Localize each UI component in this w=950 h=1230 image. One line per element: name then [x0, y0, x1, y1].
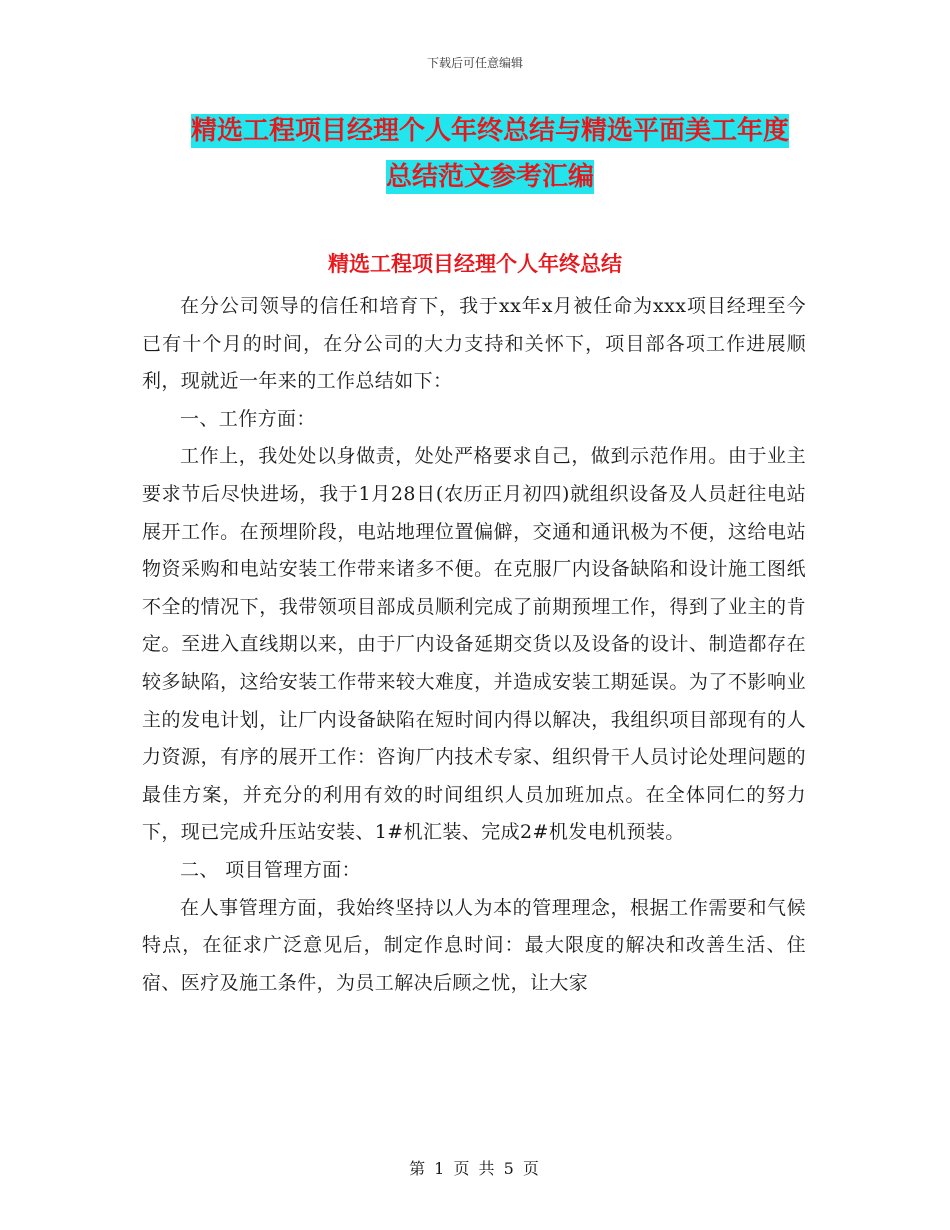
- page-footer: 第 1 页 共 5 页: [409, 1159, 541, 1178]
- document-title: [150, 108, 830, 200]
- heading-work: 一、工作方面：: [180, 407, 316, 430]
- paragraph-intro: 在分公司领导的信任和培育下，我于xx年x月被任命为xxx项目经理至今已有十个月的时间，在分公司的大力支持和关怀下，项目部各项工作进展顺利，现就近一年来的工作总结如下：: [142, 295, 806, 393]
- section-title: 精选工程项目经理个人年终总结: [328, 252, 622, 276]
- document-title-line-2: 总结范文参考汇编: [385, 162, 594, 192]
- heading-project-management: 二、 项目管理方面：: [180, 858, 362, 881]
- body-text: [142, 288, 806, 1002]
- document-title-line-1: 精选工程项目经理个人年终总结与精选平面美工年度: [190, 116, 789, 146]
- page-header-note: 下载后可任意编辑: [426, 56, 523, 70]
- paragraph-work: 工作上，我处处以身做责，处处严格要求自己，做到示范作用。由于业主要求节后尽快进场，我于1月28日(农历正月初四)就组织设备及人员赶往电站展开工作。在预埋阶段，电站地理位置偏僻，交通和通讯极为不便，这给电站物资采购和电站安装工作带来诸多不便。在克服厂内设备缺陷和设计施工图纸不全的情况下，我带领项目部成员顺利完成了前期预埋工作，得到了业主的肯定。至进入直线期以来，由于厂内设备延期交货以及设备的设计、制造都存在较多缺陷，这给安装工作带来较大难度，并造成安装工期延误。为了不影响业主的发电计划，让厂内设备缺陷在短时间内得以解决，我组织项目部现有的人力资源，有序的展开工作：咨询厂内技术专家、组织骨干人员讨论处理问题的最佳方案，并充分的利用有效的时间组织人员加班加点。在全体同仁的努力下，现已完成升压站安装、1#机汇装、完成2#机发电机预装。: [142, 445, 806, 844]
- paragraph-personnel: 在人事管理方面，我始终坚持以人为本的管理理念，根据工作需要和气候特点，在征求广泛意见后，制定作息时间：最大限度的解决和改善生活、住宿、医疗及施工条件，为员工解决后顾之忧，让大家: [142, 896, 806, 994]
